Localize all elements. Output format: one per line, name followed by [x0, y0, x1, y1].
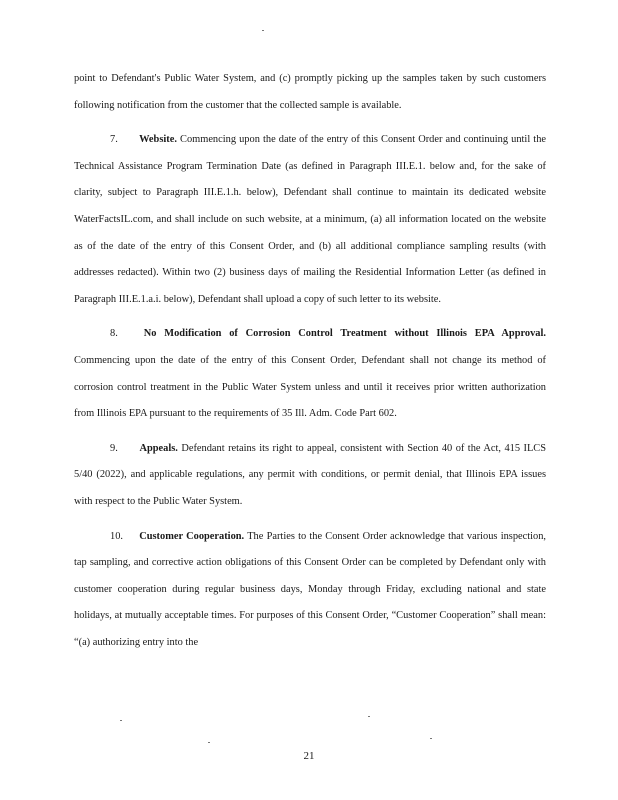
- body-text: [74, 66, 546, 656]
- paragraph-heading: Customer Cooperation.: [139, 530, 245, 542]
- paragraph-corrosion-control: [74, 321, 546, 427]
- paragraph-text: Defendant retains its right to appeal, consistent with Section 40 of the Act, 415 ILCS 5/40 (2022), and applicable regulations, any permit with conditions, or permit denial, that Illinois EPA issues with respect to the Public Water System.: [74, 442, 546, 507]
- scan-speck: [262, 30, 264, 31]
- page-number: 21: [303, 750, 315, 762]
- paragraph-text: Commencing upon the date of the entry of this Consent Order, Defendant shall not change its method of corrosion control treatment in the Public Water System unless and until it receives prior written authorization from Illinois EPA pursuant to the requirements of 35 Ill. Adm. Code Part 602.: [74, 354, 546, 420]
- paragraph-appeals: [74, 436, 546, 516]
- paragraph-heading: Appeals.: [139, 442, 178, 454]
- paragraph-website: [74, 127, 546, 313]
- paragraph-number: 7.: [110, 134, 118, 146]
- scan-speck: [430, 738, 432, 739]
- paragraph-text: The Parties to the Consent Order acknowledge that various inspection, tap sampling, and corrective action obligations of this Consent Order can be completed by Defendant only with customer cooperation during regular business days, Monday through Friday, excluding national and state holidays, at mutually acceptable times. For purposes of this Consent Order, “Customer Cooperation” shall mean: “(a) authorizing entry into the: [74, 530, 546, 648]
- paragraph-text: Commencing upon the date of the entry of this Consent Order and continuing until the Technical Assistance Program Termination Date (as defined in Paragraph III.E.1. below and, for the sake of clarity, subject to Paragraph III.E.1.h. below), Defendant shall continue to maintain its dedicated website WaterFactsIL.com, and shall include on such website, at a minimum, (a) all information located on the website as of the date of the entry of this Consent Order, and (b) all additional compliance sampling results (with addresses redacted). Within two (2) business days of mailing the Residential Information Letter (as defined in Paragraph III.E.1.a.i. below), Defendant shall upload a copy of such letter to its website.: [74, 134, 547, 305]
- scan-speck: [120, 720, 122, 721]
- scan-speck: [208, 742, 210, 743]
- paragraph-heading: No Modification of Corrosion Control Treatment without Illinois EPA Approval.: [143, 328, 546, 340]
- paragraph-number: 10.: [110, 530, 123, 542]
- continuation-paragraph: point to Defendant's Public Water System, and (c) promptly picking up the samples taken by such customers following notification from the customer that the collected sample is available.: [74, 73, 546, 111]
- paragraph-heading: Website.: [139, 134, 177, 146]
- scan-speck: [368, 716, 370, 717]
- paragraph-customer-cooperation: [74, 524, 546, 657]
- paragraph-number: 8.: [110, 328, 118, 340]
- paragraph-number: 9.: [110, 442, 118, 454]
